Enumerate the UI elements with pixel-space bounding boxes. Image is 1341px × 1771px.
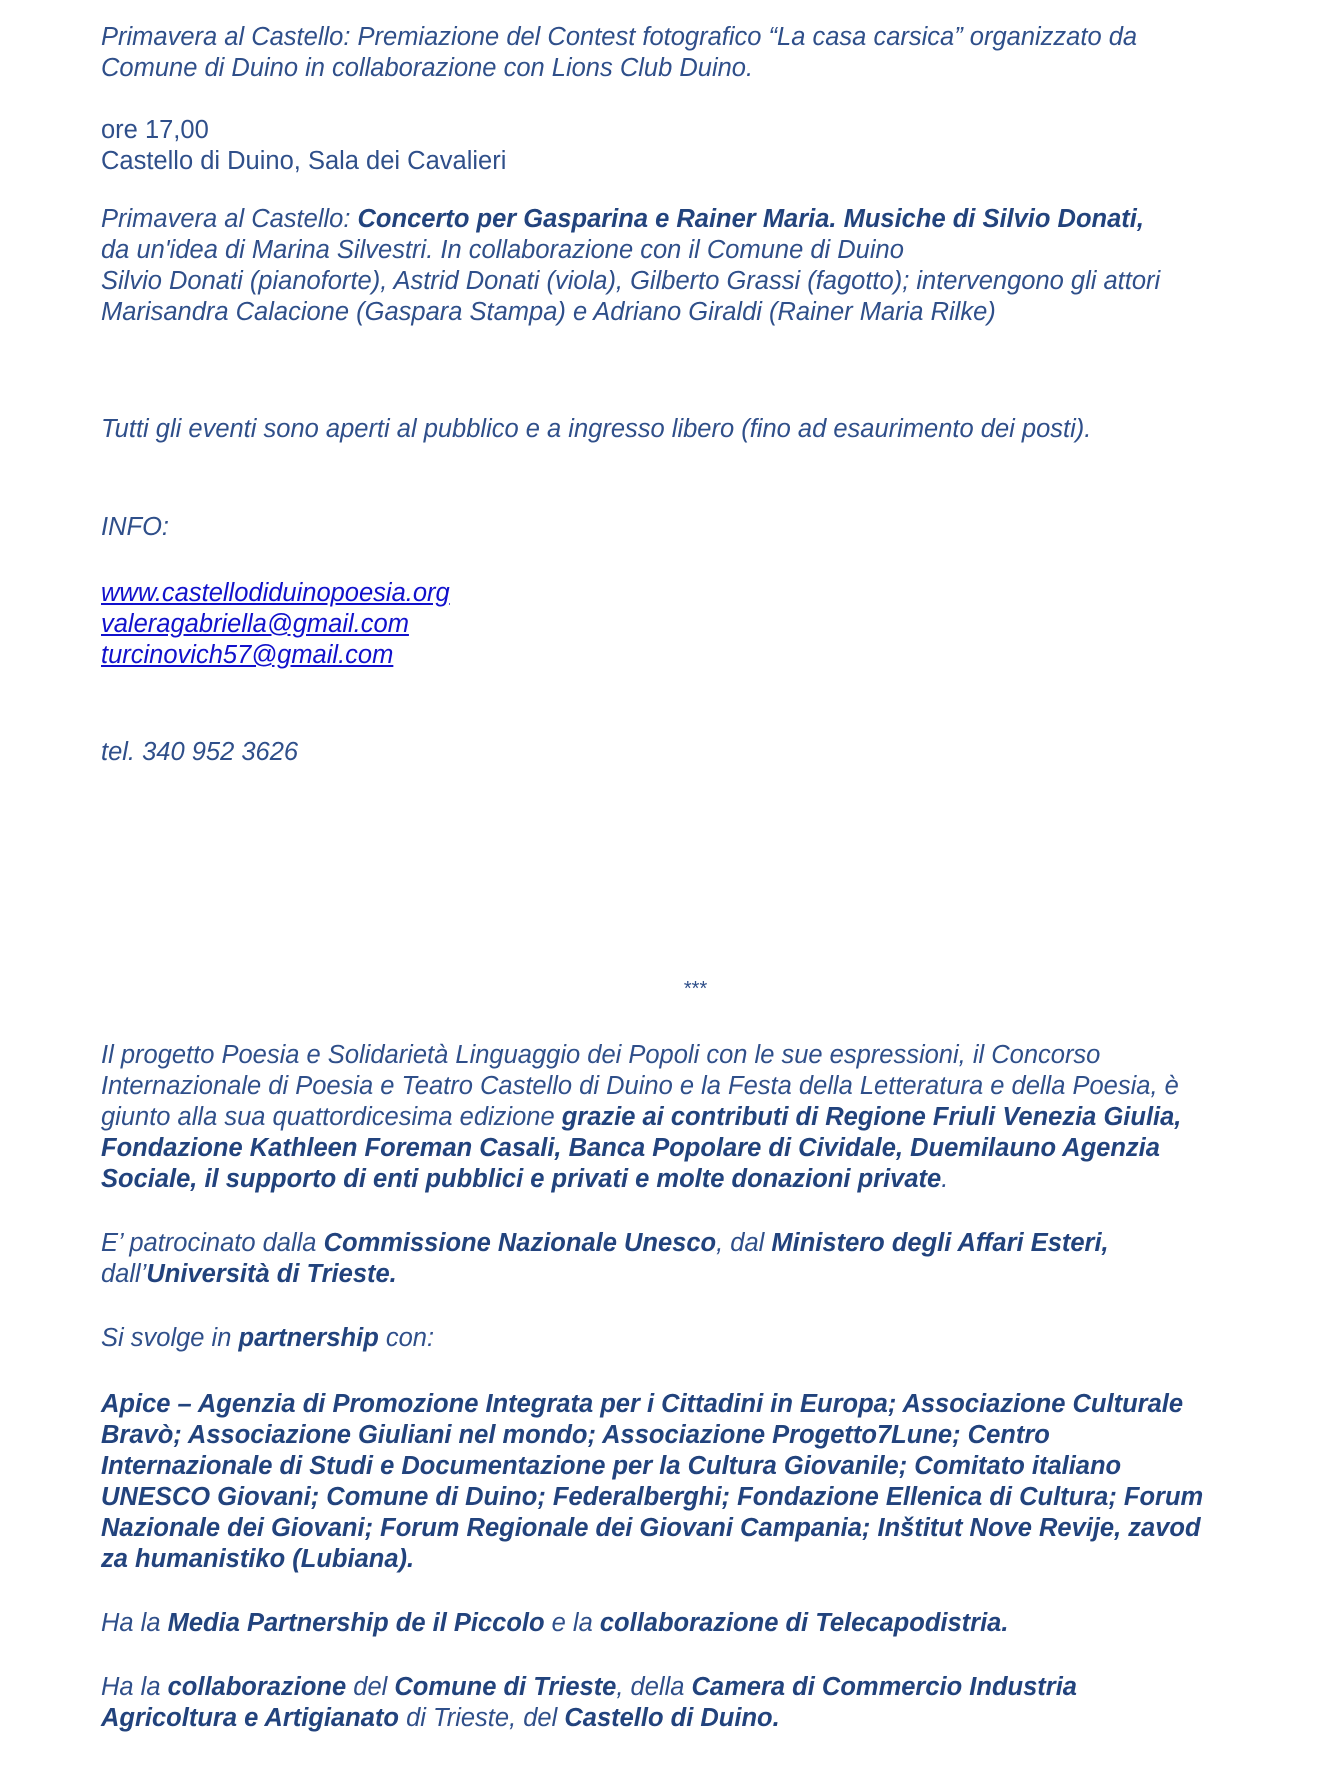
email-link-1[interactable]: valeragabriella@gmail.com (101, 610, 409, 638)
document-page-lower (101, 1040, 1301, 1734)
event-photo-contest-line2: Comune di Duino in collaborazione con Lions Club Duino. (101, 54, 754, 82)
event-concert-line4: Marisandra Calacione (Gaspara Stampa) e Adriano Giraldi (Rainer Maria Rilke) (101, 298, 996, 326)
email-link-2[interactable]: turcinovich57@gmail.com (101, 641, 394, 669)
collab-castello: Castello di Duino. (564, 1704, 780, 1732)
project-line5-bold: Sociale, il supporto di enti pubblici e privati e molte donazioni private (101, 1165, 942, 1193)
project-paragraph (101, 1040, 1301, 1195)
collab-word: collaborazione (167, 1673, 347, 1701)
website-link[interactable]: www.castellodiduinopoesia.org (101, 579, 450, 607)
event-concert-title: Concerto per Gasparina e Rainer Maria. Musiche di Silvio Donati, (357, 205, 1144, 233)
collaboration-paragraph (101, 1672, 1301, 1734)
partnership-word: partnership (238, 1324, 379, 1352)
project-line3 (101, 1102, 1301, 1133)
partners-line: Bravò; Associazione Giuliani nel mondo; Associazione Progetto7Lune; Centro (101, 1421, 1050, 1449)
event-concert-prefix: Primavera al Castello: (101, 205, 358, 233)
event-concert-line3: Silvio Donati (pianoforte), Astrid Donati (viola), Gilberto Grassi (fagotto); intervengono gli attori (101, 267, 1161, 295)
project-line5-end: . (941, 1165, 949, 1193)
patronage-line2 (101, 1259, 1301, 1290)
patronage-university: Università di Trieste. (146, 1260, 397, 1288)
partnership-a: Si svolge in (101, 1324, 239, 1352)
collab-camera: Camera di Commercio Industria (691, 1673, 1077, 1701)
collab-h: di Trieste, del (399, 1704, 565, 1732)
project-line5 (101, 1164, 1301, 1195)
event-time: ore 17,00 (101, 116, 209, 144)
project-line4: Fondazione Kathleen Foreman Casali, Banca Popolare di Cividale, Duemilauno Agenzia (101, 1134, 1160, 1162)
section-separator: *** (683, 978, 707, 1000)
event-concert-line2: da un'idea di Marina Silvestri. In collaborazione con il Comune di Duino (101, 236, 904, 264)
collab-c: del (346, 1673, 395, 1701)
patronage-line1 (101, 1228, 1301, 1259)
partners-line: Apice – Agenzia di Promozione Integrata per i Cittadini in Europa; Associazione Culturale (101, 1390, 1184, 1418)
event-concert (101, 204, 1301, 328)
partners-line: UNESCO Giovani; Comune di Duino; Federalberghi; Fondazione Ellenica di Cultura; Forum (101, 1483, 1204, 1511)
partners-line: Internazionale di Studi e Documentazione per la Cultura Giovanile; Comitato italiano (101, 1452, 1122, 1480)
partnership-intro (101, 1323, 1301, 1354)
patronage-ministry: Ministero degli Affari Esteri, (771, 1229, 1109, 1257)
partners-list (101, 1389, 1301, 1575)
project-line1: Il progetto Poesia e Solidarietà Linguaggio dei Popoli con le sue espressioni, il Concorso (101, 1041, 1101, 1069)
patronage-e: dall’ (101, 1260, 147, 1288)
media-partnership (101, 1608, 1301, 1639)
event-photo-contest-line1: Primavera al Castello: Premiazione del Contest fotografico “La casa carsica” organizzato da (101, 23, 1138, 51)
media-piccolo: Media Partnership de il Piccolo (167, 1609, 545, 1637)
project-line3-bold: grazie ai contributi di Regione Friuli Venezia Giulia, (561, 1103, 1182, 1131)
collab-e: , della (616, 1673, 692, 1701)
patronage-a: E’ patrocinato dalla (101, 1229, 324, 1257)
document-page (101, 22, 1301, 768)
project-line3-text: giunto alla sua quattordicesima edizione (101, 1103, 562, 1131)
collab-line2 (101, 1703, 1301, 1734)
event-concert-line1 (101, 204, 1301, 235)
partnership-c: con: (378, 1324, 435, 1352)
patronage-c: , dal (716, 1229, 772, 1257)
partners-line: za humanistiko (Lubiana). (101, 1545, 415, 1573)
event-place: Castello di Duino, Sala dei Cavalieri (101, 147, 507, 175)
collab-agricoltura: Agricoltura e Artigianato (101, 1704, 400, 1732)
media-telecapodistria: collaborazione di Telecapodistria. (599, 1609, 1009, 1637)
collab-line1 (101, 1672, 1301, 1703)
media-c: e la (544, 1609, 600, 1637)
media-a: Ha la (101, 1609, 168, 1637)
public-notice: Tutti gli eventi sono aperti al pubblico e a ingresso libero (fino ad esaurimento dei posti). (101, 415, 1092, 443)
collab-a: Ha la (101, 1673, 168, 1701)
info-links (101, 578, 1301, 671)
project-line2: Internazionale di Poesia e Teatro Castello di Duino e la Festa della Letteratura e della Poesia, è (101, 1072, 1179, 1100)
phone-number: tel. 340 952 3626 (101, 738, 299, 766)
patronage-unesco: Commissione Nazionale Unesco (323, 1229, 717, 1257)
collab-comune: Comune di Trieste (394, 1673, 617, 1701)
partners-line: Nazionale dei Giovani; Forum Regionale dei Giovani Campania; Inštitut Nove Revije, zavod (101, 1514, 1201, 1542)
patronage-paragraph (101, 1228, 1301, 1290)
info-label: INFO: (101, 513, 169, 541)
event-photo-contest (101, 22, 1301, 84)
